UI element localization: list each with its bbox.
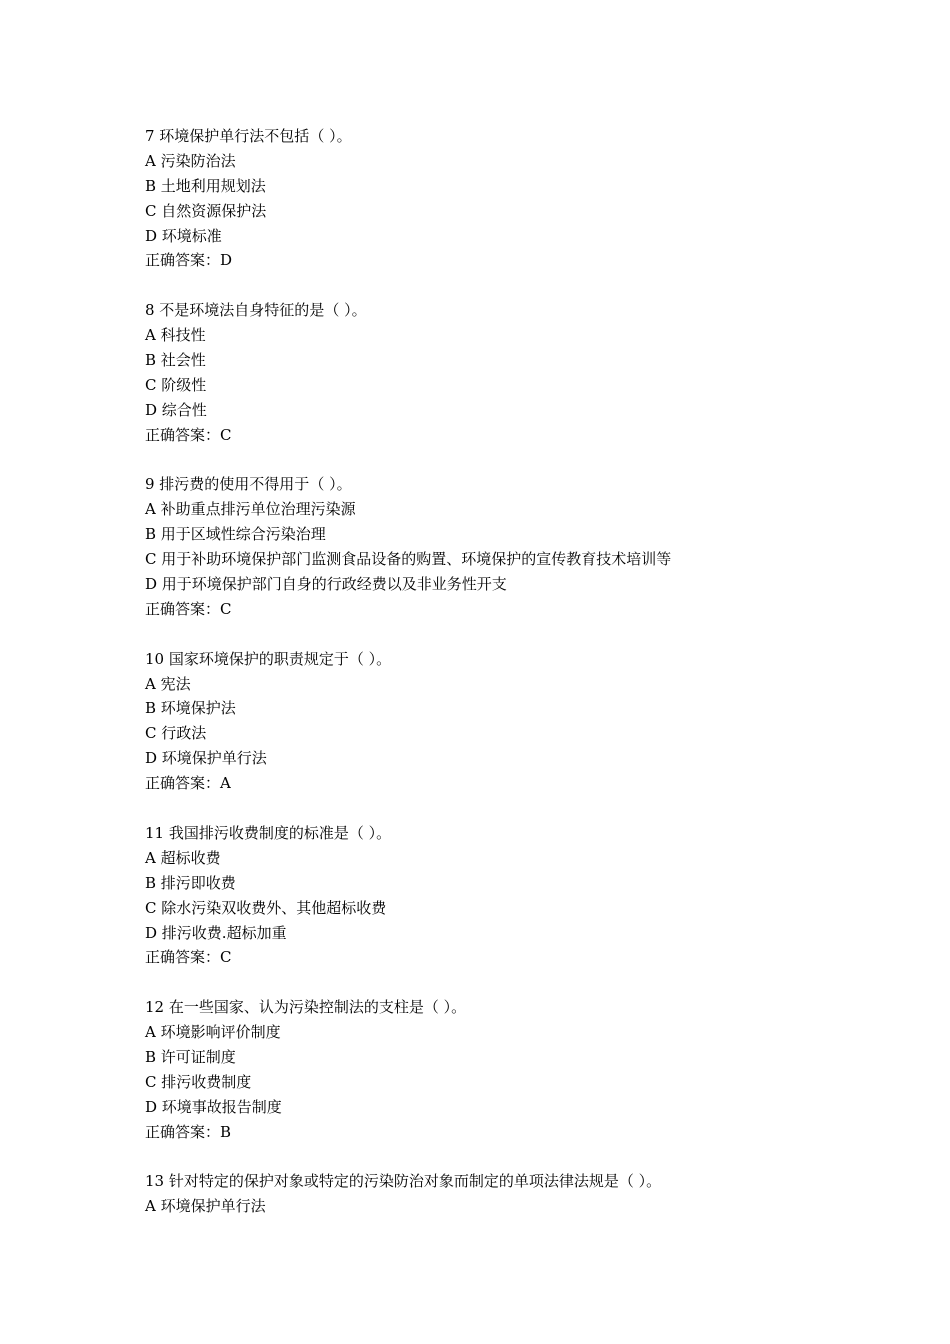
blank-line — [145, 622, 925, 647]
correct-answer: 正确答案：B — [145, 1122, 232, 1141]
answer-option: D 环境保护单行法 — [145, 749, 267, 768]
question-block — [145, 995, 925, 1169]
correct-answer: 正确答案：C — [145, 599, 232, 618]
answer-option: A 超标收费 — [145, 848, 221, 867]
question-stem: 9 排污费的使用不得用于（ ）。 — [145, 475, 352, 494]
question-block — [145, 1169, 925, 1219]
answer-option: C 排污收费制度 — [145, 1072, 252, 1091]
question-block — [145, 298, 925, 472]
blank-line — [145, 273, 925, 298]
answer-option: A 环境影响评价制度 — [145, 1023, 281, 1042]
blank-line — [145, 1145, 925, 1170]
answer-option: A 科技性 — [145, 326, 206, 345]
question-block — [145, 124, 925, 298]
document-body — [145, 124, 925, 1219]
answer-option: B 许可证制度 — [145, 1047, 236, 1066]
question-stem: 8 不是环境法自身特征的是（ ）。 — [145, 301, 367, 320]
question-block — [145, 647, 925, 821]
answer-option: A 环境保护单行法 — [145, 1197, 266, 1216]
answer-option: C 自然资源保护法 — [145, 201, 267, 220]
answer-option: C 阶级性 — [145, 375, 207, 394]
correct-answer: 正确答案：D — [145, 251, 233, 270]
correct-answer: 正确答案：A — [145, 774, 231, 793]
answer-option: D 综合性 — [145, 400, 207, 419]
answer-option: B 排污即收费 — [145, 873, 236, 892]
correct-answer: 正确答案：C — [145, 425, 232, 444]
blank-line — [145, 796, 925, 821]
question-stem: 10 国家环境保护的职责规定于（ ）。 — [145, 649, 392, 668]
question-stem: 12 在一些国家、认为污染控制法的支柱是（ ）。 — [145, 998, 467, 1017]
answer-option: A 宪法 — [145, 674, 191, 693]
answer-option: D 环境事故报告制度 — [145, 1097, 282, 1116]
question-stem: 7 环境保护单行法不包括（ ）。 — [145, 127, 352, 145]
correct-answer: 正确答案：C — [145, 948, 232, 967]
question-stem: 11 我国排污收费制度的标准是（ ）。 — [145, 823, 392, 842]
answer-option: B 社会性 — [145, 351, 206, 370]
answer-option: C 除水污染双收费外、其他超标收费 — [145, 898, 387, 917]
answer-option: D 环境标准 — [145, 226, 222, 245]
answer-option: A 污染防治法 — [145, 151, 236, 170]
question-block — [145, 472, 925, 646]
question-stem: 13 针对特定的保护对象或特定的污染防治对象而制定的单项法律法规是（ ）。 — [145, 1172, 662, 1191]
blank-line — [145, 970, 925, 995]
answer-option: A 补助重点排污单位治理污染源 — [145, 500, 356, 519]
answer-option: C 行政法 — [145, 724, 207, 743]
answer-option: D 用于环境保护部门自身的行政经费以及非业务性开支 — [145, 575, 507, 594]
answer-option: C 用于补助环境保护部门监测食品设备的购置、环境保护的宣传教育技术培训等 — [145, 550, 672, 569]
answer-option: B 环境保护法 — [145, 699, 236, 718]
answer-option: B 用于区域性综合污染治理 — [145, 525, 326, 544]
answer-option: B 土地利用规划法 — [145, 176, 266, 195]
blank-line — [145, 448, 925, 473]
answer-option: D 排污收费.超标加重 — [145, 923, 287, 942]
question-block — [145, 821, 925, 995]
